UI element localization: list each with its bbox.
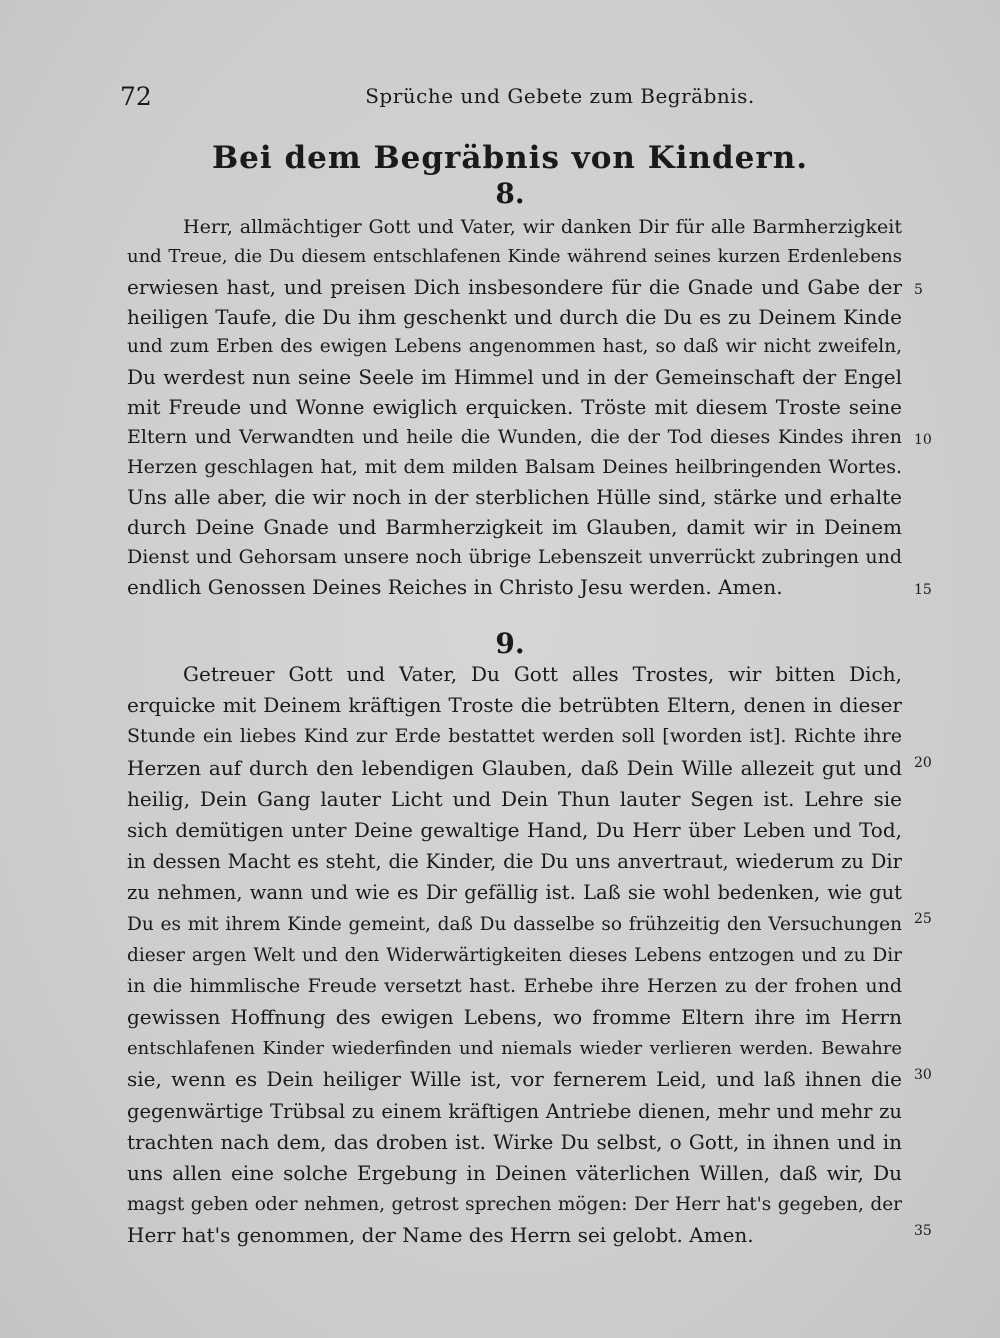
text-line: Eltern und Verwandten und heile die Wunden, die der Tod dieses Kindes ihren [127, 426, 902, 448]
text-line: gewissen Hoffnung des ewigen Lebens, wo fromme Eltern ihre im Herrn [127, 1005, 902, 1030]
line-number: 25 [914, 911, 932, 927]
text-line: Du es mit ihrem Kinde gemeint, daß Du dasselbe so frühzeitig den Versuchungen [127, 913, 902, 935]
line-number: 5 [914, 282, 923, 298]
text-line: uns allen eine solche Ergebung in Deinen väterlichen Willen, daß wir, Du [127, 1161, 902, 1185]
section-title: Bei dem Begräbnis von Kindern. [211, 140, 809, 176]
line-number: 30 [914, 1067, 932, 1083]
text-line: Du werdest nun seine Seele im Himmel und in der Gemeinschaft der Engel [127, 365, 902, 389]
line-number: 35 [914, 1223, 932, 1239]
text-line: in die himmlische Freude versetzt hast. Erhebe ihre Herzen zu der frohen und [127, 974, 902, 997]
text-line: Herzen auf durch den lebendigen Glauben, daß Dein Wille allezeit gut und [127, 755, 902, 780]
text-line: und zum Erben des ewigen Lebens angenommen hast, so daß wir nicht zweifeln, [127, 336, 902, 357]
text-line: endlich Genossen Deines Reiches in Christo Jesu werden. Amen. [127, 575, 783, 599]
text-line: Uns alle aber, die wir noch in der sterblichen Hülle sind, stärke und erhalte [127, 485, 902, 509]
text-line: mit Freude und Wonne ewiglich erquicken. Tröste mit diesem Troste seine [127, 395, 902, 419]
text-line: sie, wenn es Dein heiliger Wille ist, vor fernerem Leid, und laß ihnen die [127, 1067, 902, 1092]
line-number: 20 [914, 755, 932, 771]
prayer-9-text [127, 659, 902, 1252]
running-head: Sprüche und Gebete zum Begräbnis. [365, 84, 755, 108]
line-number: 10 [914, 432, 932, 448]
text-line: Herr, allmächtiger Gott und Vater, wir danken Dir für alle Barmherzigkeit [183, 216, 902, 238]
text-line: Getreuer Gott und Vater, Du Gott alles Trostes, wir bitten Dich, [183, 662, 902, 686]
prayer-number-9: 9. [495, 627, 525, 660]
text-line: heiligen Taufe, die Du ihm geschenkt und durch die Du es zu Deinem Kinde [127, 305, 902, 329]
line-number: 15 [914, 582, 932, 598]
page-number: 72 [120, 82, 152, 111]
text-line: Herr hat's genommen, der Name des Herrn sei gelobt. Amen. [127, 1223, 754, 1248]
text-line: zu nehmen, wann und wie es Dir gefällig ist. Laß sie wohl bedenken, wie gut [127, 881, 902, 905]
page-header [120, 82, 900, 118]
text-line: sich demütigen unter Deine gewaltige Hand, Du Herr über Leben und Tod, [127, 817, 902, 842]
text-line: trachten nach dem, das droben ist. Wirke Du selbst, o Gott, in ihnen und in [127, 1129, 902, 1154]
text-line: entschlafenen Kinder wiederfinden und niemals wieder verlieren werden. Bewahre [127, 1038, 902, 1060]
text-line: gegenwärtige Trübsal zu einem kräftigen Antriebe dienen, mehr und mehr zu [127, 1099, 902, 1123]
text-line: Herzen geschlagen hat, mit dem milden Balsam Deines heilbringenden Wortes. [127, 456, 902, 478]
text-line: Dienst und Gehorsam unsere noch übrige Lebenszeit unverrückt zubringen und [127, 546, 902, 568]
text-line: Stunde ein liebes Kind zur Erde bestattet werden soll [worden ist]. Richte ihre [127, 725, 902, 748]
text-line: dieser argen Welt und den Widerwärtigkeiten dieses Lebens entzogen und zu Dir [127, 944, 902, 966]
text-line: heilig, Dein Gang lauter Licht und Dein Thun lauter Segen ist. Lehre sie [127, 786, 902, 811]
text-line: durch Deine Gnade und Barmherzigkeit im Glauben, damit wir in Deinem [127, 515, 902, 539]
text-line: in dessen Macht es steht, die Kinder, die Du uns anvertraut, wiederum zu Dir [127, 850, 902, 874]
text-line: magst geben oder nehmen, getrost sprechen mögen: Der Herr hat's gegeben, der [127, 1194, 902, 1216]
prayer-8-text [127, 212, 902, 602]
text-line: erquicke mit Deinem kräftigen Troste die betrübten Eltern, denen in dieser [127, 693, 902, 718]
text-line: erwiesen hast, und preisen Dich insbesondere für die Gnade und Gabe der [127, 275, 902, 299]
text-line: und Treue, die Du diesem entschlafenen Kinde während seines kurzen Erdenlebens [127, 246, 902, 267]
prayer-number-8: 8. [495, 177, 525, 210]
